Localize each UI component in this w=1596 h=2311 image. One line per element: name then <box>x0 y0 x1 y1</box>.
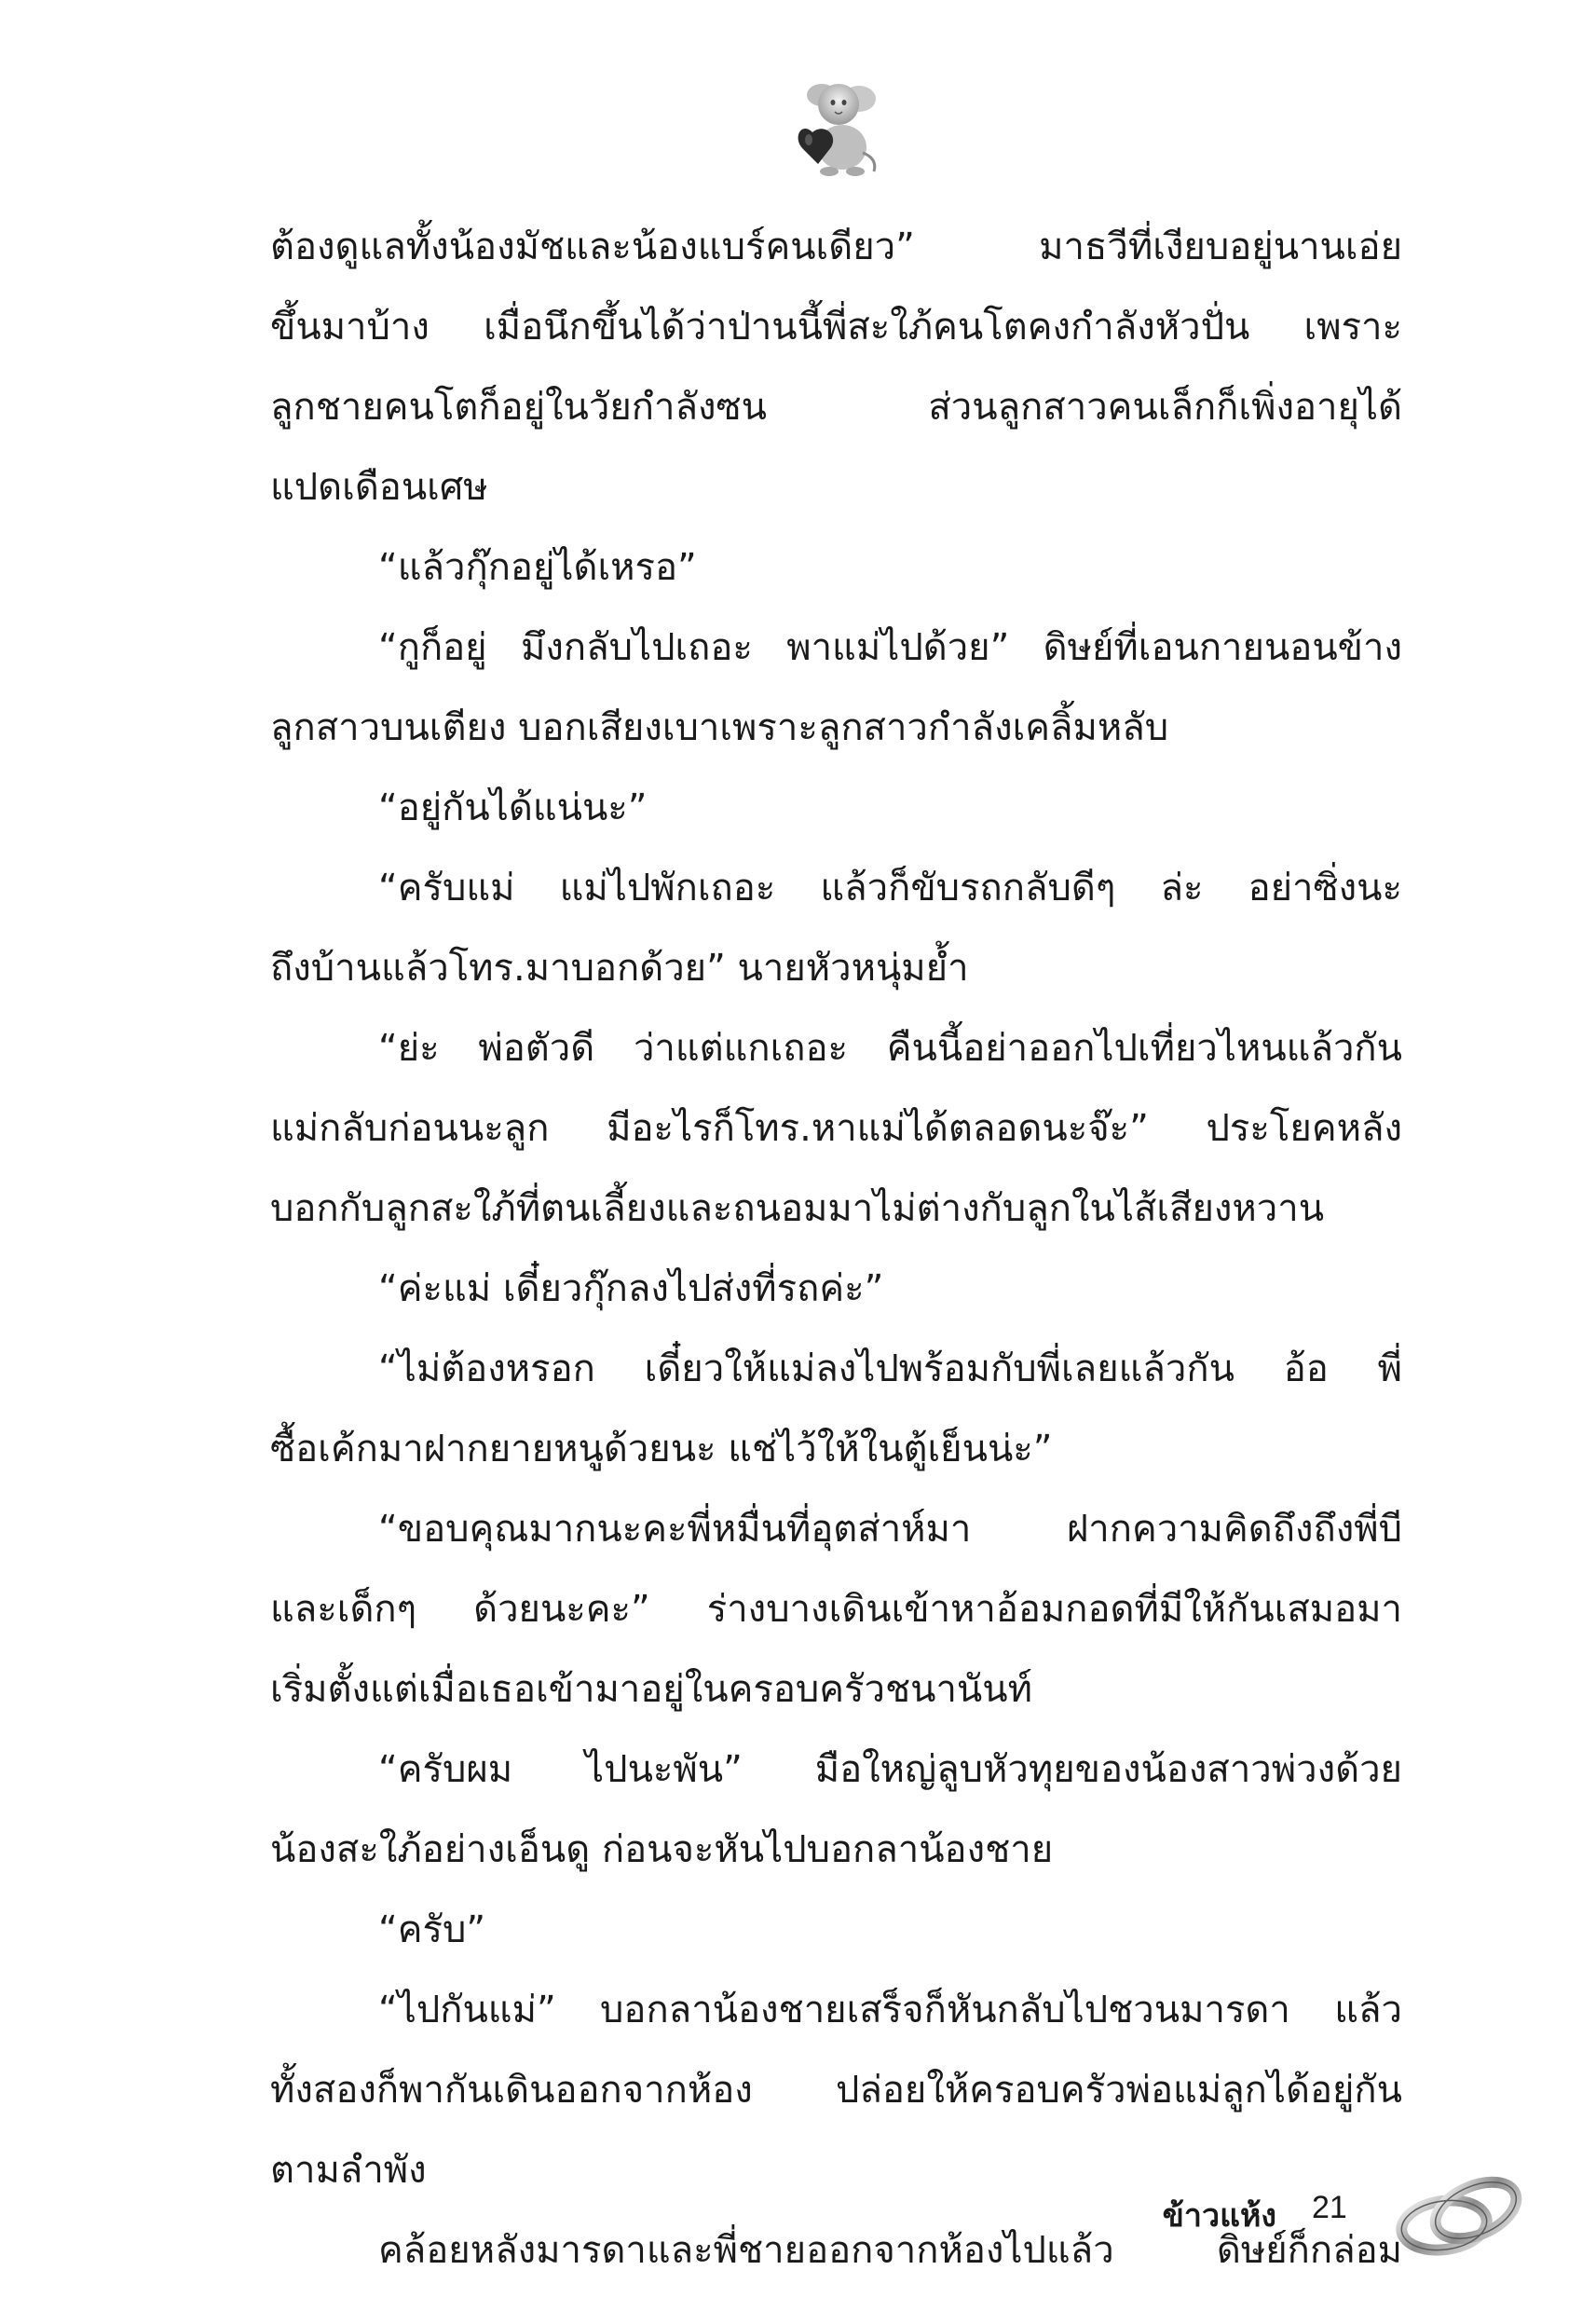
text-line: “แล้วกุ๊กอยู่ได้เหรอ” <box>378 546 697 589</box>
text-line: และเด็กๆ ด้วยนะคะ” ร่างบางเดินเข้าหาอ้อมกอดที่มีให้กันเสมอมา <box>270 1588 1402 1631</box>
text-line: แปดเดือนเศษ <box>270 466 488 509</box>
text-line: “อยู่กันได้แน่นะ” <box>378 786 648 829</box>
text-line: ตามลำพัง <box>270 2149 427 2192</box>
text-line: “ครับผม ไปนะพัน” มือใหญ่ลูบหัวทุยของน้องสาวพ่วงด้วย <box>378 1748 1402 1791</box>
text-line: แม่กลับก่อนนะลูก มีอะไรก็โทร.หาแม่ได้ตลอดนะจ๊ะ” ประโยคหลัง <box>270 1107 1402 1150</box>
text-line: “ครับ” <box>378 1908 486 1951</box>
text-line: “ย่ะ พ่อตัวดี ว่าแต่แกเถอะ คืนนี้อย่าออกไปเที่ยวไหนแล้วกัน <box>378 1027 1402 1070</box>
running-title: ข้าวแห้ง <box>1162 2197 1276 2235</box>
page-number: 21 <box>1312 2190 1347 2225</box>
body-text <box>270 207 1402 2290</box>
text-line: ต้องดูแลทั้งน้องมัชและน้องแบร์คนเดียว” มาธวีที่เงียบอยู่นานเอ่ย <box>270 226 1402 268</box>
text-line: ลูกสาวบนเตียง บอกเสียงเบาเพราะลูกสาวกำลังเคลิ้มหลับ <box>270 706 1169 749</box>
text-line: ทั้งสองก็พากันเดินออกจากห้อง ปล่อยให้ครอบครัวพ่อแม่ลูกได้อยู่กัน <box>270 2069 1402 2112</box>
text-line: “ค่ะแม่ เดี๋ยวกุ๊กลงไปส่งที่รถค่ะ” <box>378 1267 884 1310</box>
text-line: “ไม่ต้องหรอก เดี๋ยวให้แม่ลงไปพร้อมกับพี่เลยแล้วกัน อ้อ พี่ <box>378 1347 1402 1390</box>
text-line: “ขอบคุณมากนะคะพี่หมื่นที่อุตส่าห์มา ฝากความคิดถึงถึงพี่บี <box>378 1508 1402 1551</box>
text-line: ถึงบ้านแล้วโทร.มาบอกด้วย” นายหัวหนุ่มย้ำ <box>270 947 969 990</box>
text-line: บอกกับลูกสะใภ้ที่ตนเลี้ยงและถนอมมาไม่ต่างกับลูกในไส้เสียงหวาน <box>270 1187 1325 1230</box>
cupid-with-heart-icon <box>784 67 887 179</box>
text-line: “ไปกันแม่” บอกลาน้องชายเสร็จก็หันกลับไปชวนมารดา แล้ว <box>378 1989 1402 2031</box>
text-line: ซื้อเค้กมาฝากยายหนูด้วยนะ แช่ไว้ให้ในตู้เย็นน่ะ” <box>270 1428 1053 1470</box>
text-line: คล้อยหลังมารดาและพี่ชายออกจากห้องไปแล้ว ดิษย์ก็กล่อม <box>378 2229 1402 2272</box>
text-line: “ครับแม่ แม่ไปพักเถอะ แล้วก็ขับรถกลับดีๆ ล่ะ อย่าซิ่งนะ <box>378 867 1402 909</box>
text-line: น้องสะใภ้อย่างเอ็นดู ก่อนจะหันไปบอกลาน้องชาย <box>270 1828 1054 1871</box>
wedding-rings-icon <box>1390 2164 1530 2266</box>
text-line: ลูกชายคนโตก็อยู่ในวัยกำลังซน ส่วนลูกสาวคนเล็กก็เพิ่งอายุได้ <box>270 386 1402 429</box>
text-line: ขึ้นมาบ้าง เมื่อนึกขึ้นได้ว่าป่านนี้พี่สะใภ้คนโตคงกำลังหัวปั่น เพราะ <box>270 306 1402 349</box>
text-line: เริ่มตั้งแต่เมื่อเธอเข้ามาอยู่ในครอบครัวชนานันท์ <box>270 1668 1032 1711</box>
page-footer <box>1118 2164 1584 2266</box>
text-line: “กูก็อยู่ มึงกลับไปเถอะ พาแม่ไปด้วย” ดิษย์ที่เอนกายนอนข้าง <box>378 626 1402 669</box>
